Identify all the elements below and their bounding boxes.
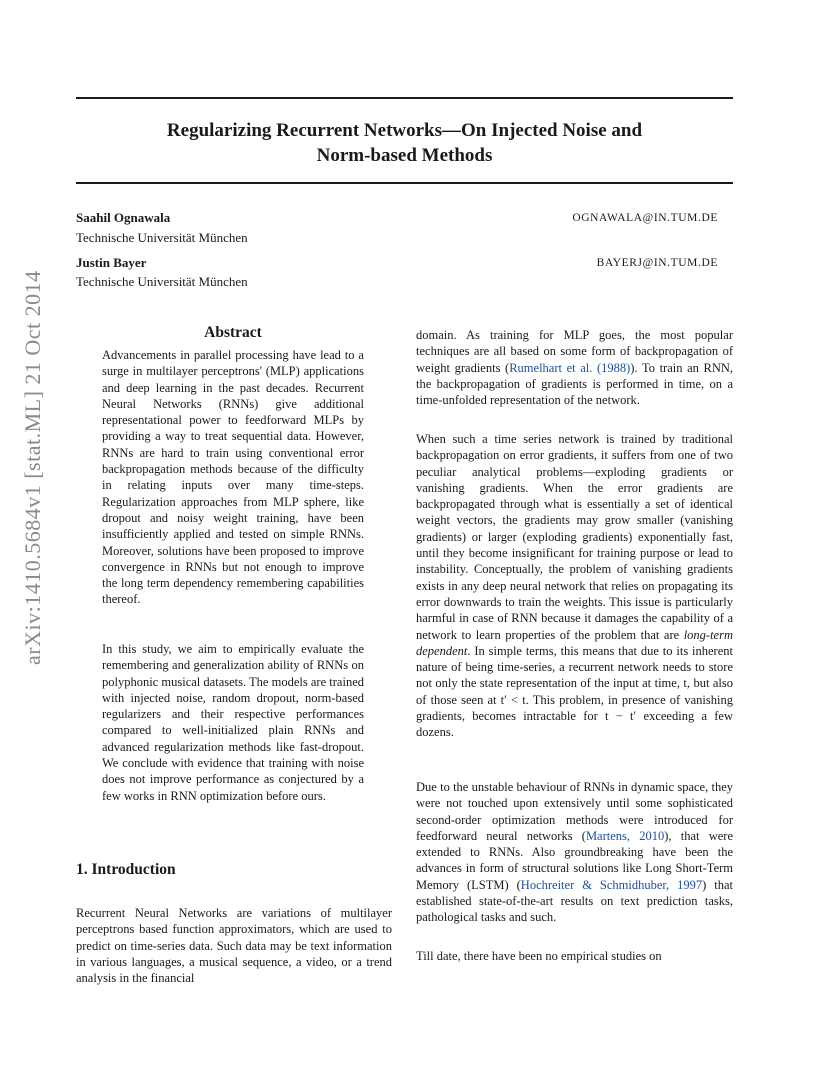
citation-martens[interactable]: Martens, 2010 bbox=[585, 828, 665, 843]
arxiv-identifier: arXiv:1410.5684v1 [stat.ML] 21 Oct 2014 bbox=[20, 270, 45, 665]
abstract-paragraph-2 bbox=[102, 641, 364, 804]
author-1-name: Saahil Ognawala bbox=[76, 210, 171, 225]
col2-p3-text-a: Due to the unstable behaviour of RNNs in dynamic space, they were not touched upon extensively until some sophisticated second-order optimization methods were introduced for feedforward neural networks ( bbox=[416, 780, 733, 843]
col2-paragraph-2 bbox=[416, 431, 733, 741]
author-2-affiliation: Technische Universität München bbox=[76, 274, 248, 289]
col2-p1-text-a: domain. As training for MLP goes, the most popular techniques are all based on some form of backpropagation of weight gradients ( bbox=[416, 328, 733, 375]
author-1-affiliation: Technische Universität München bbox=[76, 230, 248, 245]
title-line-2: Norm-based Methods bbox=[316, 145, 493, 166]
abstract-text-2: In this study, we aim to empirically evaluate the remembering and generalization ability of RNNs on polyphonic musical datasets. The models are trained with injected noise, random dropout, norm-based regularizers and their respective performances compared to well-initialized plain RNNs and advanced regularization methods like fast-dropout. We conclude with evidence that training with noise does not improve performance as conjectured by a few works in RNN optimization before ours. bbox=[102, 642, 364, 803]
author-2-name: Justin Bayer bbox=[76, 255, 147, 270]
citation-hochreiter[interactable]: Hochreiter & Schmidhuber, 1997 bbox=[520, 877, 703, 892]
title-line-1: Regularizing Recurrent Networks—On Injected Noise and bbox=[166, 120, 643, 141]
abstract-heading: Abstract bbox=[204, 324, 262, 341]
author-1-email: OGNAWALA@IN.TUM.DE bbox=[572, 212, 718, 224]
paper-title bbox=[76, 118, 733, 168]
col2-p2-italic: long-term dependent bbox=[416, 627, 733, 658]
section-heading-introduction: 1. Introduction bbox=[76, 861, 176, 878]
title-bottom-rule bbox=[76, 182, 733, 184]
abstract-paragraph-1 bbox=[102, 347, 364, 608]
col2-p3-text-c: ) that established state-of-the-art results on text prediction tasks, pathological tasks and such. bbox=[416, 877, 733, 925]
intro-paragraph-left: Recurrent Neural Networks are variations of multilayer perceptrons based function approximators, which are used to predict on time-series data. Such data may be text information in various languages, a musical sequence, a video, or a trend analysis in the financial bbox=[76, 906, 392, 986]
col2-p4-text: Till date, there have been no empirical studies on bbox=[416, 949, 662, 963]
col2-paragraph-1 bbox=[416, 327, 733, 408]
col2-paragraph-4 bbox=[416, 948, 733, 964]
col2-p3-text-b: ), that were extended to RNNs. Also groundbreaking have been the advances in form of structural solutions like Long Short-Term Memory (LSTM) ( bbox=[416, 828, 733, 892]
col2-paragraph-3 bbox=[416, 779, 733, 926]
col2-p2-text-a: When such a time series network is trained by traditional backpropagation on error gradients, it suffers from one of two peculiar analytical problems—exploding gradients or vanishing gradients. When the error gradients are backpropagated through what is essentially a set of identical weight vectors, the gradients may grow smaller (vanishing gradients) or larger (exploding gradients) exponentially fast, until they become insignificant for training purpose or lead to instability. Conceptually, the problem of vanishing gradients exists in any deep neural network that relies on propagating its error downwards to train the weights. This issue is particularly harmful in case of RNN because it damages the capability of a network to learn properties of the problem that are bbox=[416, 432, 733, 642]
col2-p1-text-b: ). To train an RNN, the backpropagation of gradients is performed in time, on a time-unfolded representation of the network. bbox=[416, 360, 734, 408]
top-rule bbox=[76, 97, 733, 99]
col2-p2-text-b: . In simple terms, this means that due to its inherent nature of being time-series, a recurrent network needs to store not only the state representation of the input at time, t, but also of those seen at t′ < t. This problem, in presence of vanishing gradients, becomes intractable for t − t′ exceeding a few dozens. bbox=[416, 643, 733, 740]
abstract-text-1: Advancements in parallel processing have lead to a surge in multilayer perceptrons' (MLP) applications and deep learning in the past decades. Recurrent Neural Networks (RNNs) give additional representational power to feedforward MLPs by providing a way to treat sequential data. However, RNNs are hard to train using conventional error backpropagation methods because of the difficulty in relating inputs over many time-steps. Regularization approaches from MLP sphere, like dropout and noisy weight training, have been insufficiently applied and tested on simple RNNs. Moreover, solutions have been proposed to improve convergence in RNNs but not enough to improve the long term dependency remembering capabilities thereof. bbox=[102, 348, 364, 607]
citation-rumelhart[interactable]: Rumelhart et al. (1988) bbox=[509, 360, 631, 375]
author-2-email: BAYERJ@IN.TUM.DE bbox=[596, 257, 718, 269]
